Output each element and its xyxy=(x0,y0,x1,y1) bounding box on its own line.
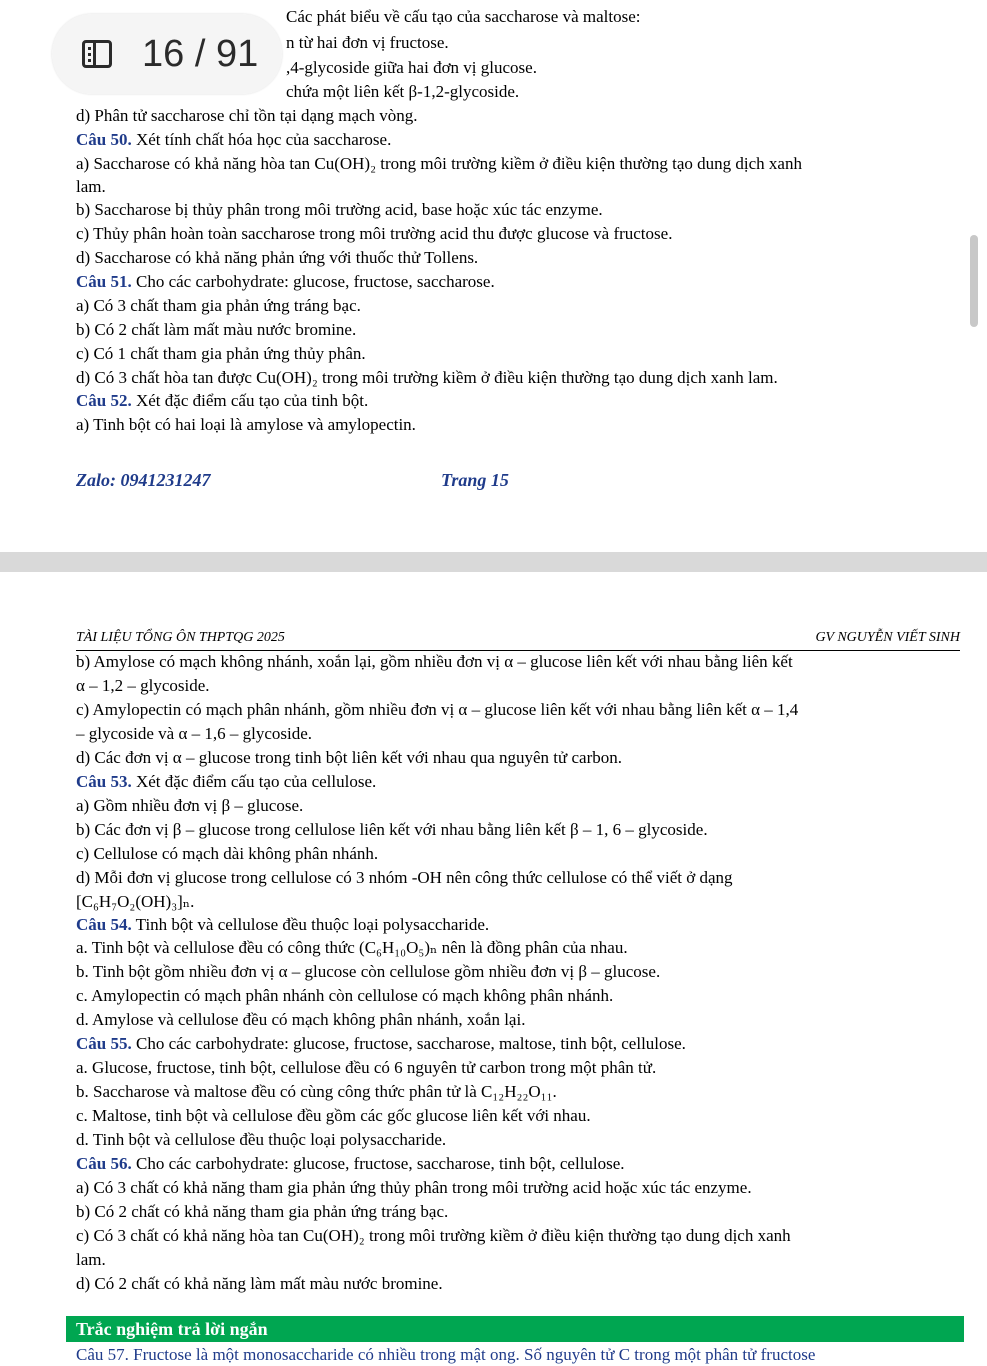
footer-page-number: Trang 15 xyxy=(441,470,509,490)
text-line: ,4-glycoside giữa hai đơn vị glucose. xyxy=(286,58,537,77)
question-54 xyxy=(76,914,489,936)
statement: c. Maltose, tinh bột và cellulose đều gồm các gốc glucose liên kết với nhau. xyxy=(76,1106,591,1125)
question-50 xyxy=(76,129,391,151)
statement: d) Các đơn vị α – glucose trong tinh bột liên kết với nhau qua nguyên tử carbon. xyxy=(76,748,622,767)
statement: α – 1,2 – glycoside. xyxy=(76,676,210,695)
question-title: Câu 50. xyxy=(76,130,132,149)
question-53 xyxy=(76,771,376,793)
question-title: Câu 54. xyxy=(76,915,132,934)
page-header xyxy=(76,628,960,651)
text-line: Các phát biểu về cấu tạo của saccharose và maltose: xyxy=(286,7,641,26)
question-stem: Cho các carbohydrate: glucose, fructose, saccharose. xyxy=(131,272,495,291)
statement: c) Có 1 chất tham gia phản ứng thủy phân. xyxy=(76,344,366,363)
question-stem: Cho các carbohydrate: glucose, fructose, saccharose, tinh bột, cellulose. xyxy=(131,1154,625,1173)
header-title: TÀI LIỆU TỔNG ÔN THPTQG 2025 xyxy=(76,630,285,645)
statement: c) Có 3 chất có khả năng hòa tan Cu(OH)₂ trong môi trường kiềm ở điều kiện thường tạo dung dịch xanh xyxy=(76,1226,791,1245)
statement: a. Tinh bột và cellulose đều có công thức (C₆H₁₀O₅)ₙ nên là đồng phân của nhau. xyxy=(76,938,628,957)
question-title: Câu 52. xyxy=(76,391,132,410)
question-stem: Tinh bột và cellulose đều thuộc loại polysaccharide. xyxy=(131,915,490,934)
statement: d. Amylose và cellulose đều có mạch không phân nhánh, xoắn lại. xyxy=(76,1010,526,1029)
statement: a) Có 3 chất có khả năng tham gia phản ứng thủy phân trong môi trường acid hoặc xúc tác enzyme. xyxy=(76,1178,752,1197)
question-56 xyxy=(76,1153,625,1175)
statement: b) Saccharose bị thủy phân trong môi trường acid, base hoặc xúc tác enzyme. xyxy=(76,200,603,219)
statement: d) Có 2 chất có khả năng làm mất màu nước bromine. xyxy=(76,1274,443,1293)
question-title: Câu 56. xyxy=(76,1154,132,1173)
statement: b) Amylose có mạch không nhánh, xoắn lại, gồm nhiều đơn vị α – glucose liên kết với nhau bằng liên kết xyxy=(76,652,793,671)
statement: d) Mỗi đơn vị glucose trong cellulose có 3 nhóm -OH nên công thức cellulose có thể viết ở dạng xyxy=(76,868,733,887)
statement: a. Glucose, fructose, tinh bột, cellulose đều có 6 nguyên tử carbon trong một phân tử. xyxy=(76,1058,657,1077)
statement: b. Saccharose và maltose đều có cùng công thức phân tử là C₁₂H₂₂O₁₁. xyxy=(76,1082,557,1101)
question-52 xyxy=(76,390,368,412)
page-counter-text: 16 / 91 xyxy=(142,33,259,75)
statement: – glycoside và α – 1,6 – glycoside. xyxy=(76,724,313,743)
statement: lam. xyxy=(76,1250,106,1269)
statement: a) Tinh bột có hai loại là amylose và amylopectin. xyxy=(76,415,416,434)
question-57-partial: Câu 57. Fructose là một monosaccharide có nhiều trong mật ong. Số nguyên tử C trong một phân tử fructose xyxy=(76,1345,816,1364)
section-title-short-answer: Trắc nghiệm trả lời ngắn xyxy=(66,1316,964,1342)
statement: d) Có 3 chất hòa tan được Cu(OH)₂ trong môi trường kiềm ở điều kiện thường tạo dung dịch xanh lam. xyxy=(76,368,778,387)
statement: lam. xyxy=(76,177,106,196)
question-title: Câu 51. xyxy=(76,272,132,291)
question-51 xyxy=(76,271,495,293)
statement: b) Có 2 chất có khả năng tham gia phản ứng tráng bạc. xyxy=(76,1202,449,1221)
header-author: GV NGUYỄN VIẾT SINH xyxy=(815,630,960,645)
statement: c) Amylopectin có mạch phân nhánh, gồm nhiều đơn vị α – glucose liên kết với nhau bằng liên kết α – 1,4 xyxy=(76,700,799,719)
statement: b) Các đơn vị β – glucose trong cellulose liên kết với nhau bằng liên kết β – 1, 6 – glycoside. xyxy=(76,820,708,839)
statement: c) Thủy phân hoàn toàn saccharose trong môi trường acid thu được glucose và fructose. xyxy=(76,224,673,243)
statement: a) Có 3 chất tham gia phản ứng tráng bạc. xyxy=(76,296,361,315)
statement: a) Saccharose có khả năng hòa tan Cu(OH)₂ trong môi trường kiềm ở điều kiện thường tạo dung dịch xanh xyxy=(76,154,802,173)
statement: b) Có 2 chất làm mất màu nước bromine. xyxy=(76,320,357,339)
text-line: d) Phân tử saccharose chỉ tồn tại dạng mạch vòng. xyxy=(76,106,418,125)
scrollbar-thumb[interactable] xyxy=(970,235,978,327)
statement: a) Gồm nhiều đơn vị β – glucose. xyxy=(76,796,304,815)
page-separator xyxy=(0,552,987,572)
statement: d) Saccharose có khả năng phản ứng với thuốc thử Tollens. xyxy=(76,248,479,267)
question-title: Câu 53. xyxy=(76,772,132,791)
statement: c) Cellulose có mạch dài không phân nhánh. xyxy=(76,844,379,863)
statement: b. Tinh bột gồm nhiều đơn vị α – glucose còn cellulose gồm nhiều đơn vị β – glucose. xyxy=(76,962,661,981)
page-list-icon xyxy=(82,40,112,68)
statement: c. Amylopectin có mạch phân nhánh còn cellulose có mạch không phân nhánh. xyxy=(76,986,614,1005)
text-line: n từ hai đơn vị fructose. xyxy=(286,33,449,52)
statement: [C₆H₇O₂(OH)₃]ₙ. xyxy=(76,892,195,911)
question-stem: Xét đặc điểm cấu tạo của tinh bột. xyxy=(131,391,369,410)
question-title: Câu 55. xyxy=(76,1034,132,1053)
question-stem: Xét tính chất hóa học của saccharose. xyxy=(131,130,392,149)
question-stem: Cho các carbohydrate: glucose, fructose, saccharose, maltose, tinh bột, cellulose. xyxy=(131,1034,686,1053)
question-stem: Xét đặc điểm cấu tạo của cellulose. xyxy=(131,772,377,791)
statement: d. Tinh bột và cellulose đều thuộc loại polysaccharide. xyxy=(76,1130,447,1149)
footer-zalo: Zalo: 0941231247 xyxy=(76,470,211,490)
question-55 xyxy=(76,1033,686,1055)
page-counter-badge[interactable] xyxy=(52,14,282,94)
text-line: chứa một liên kết β-1,2-glycoside. xyxy=(286,82,520,101)
